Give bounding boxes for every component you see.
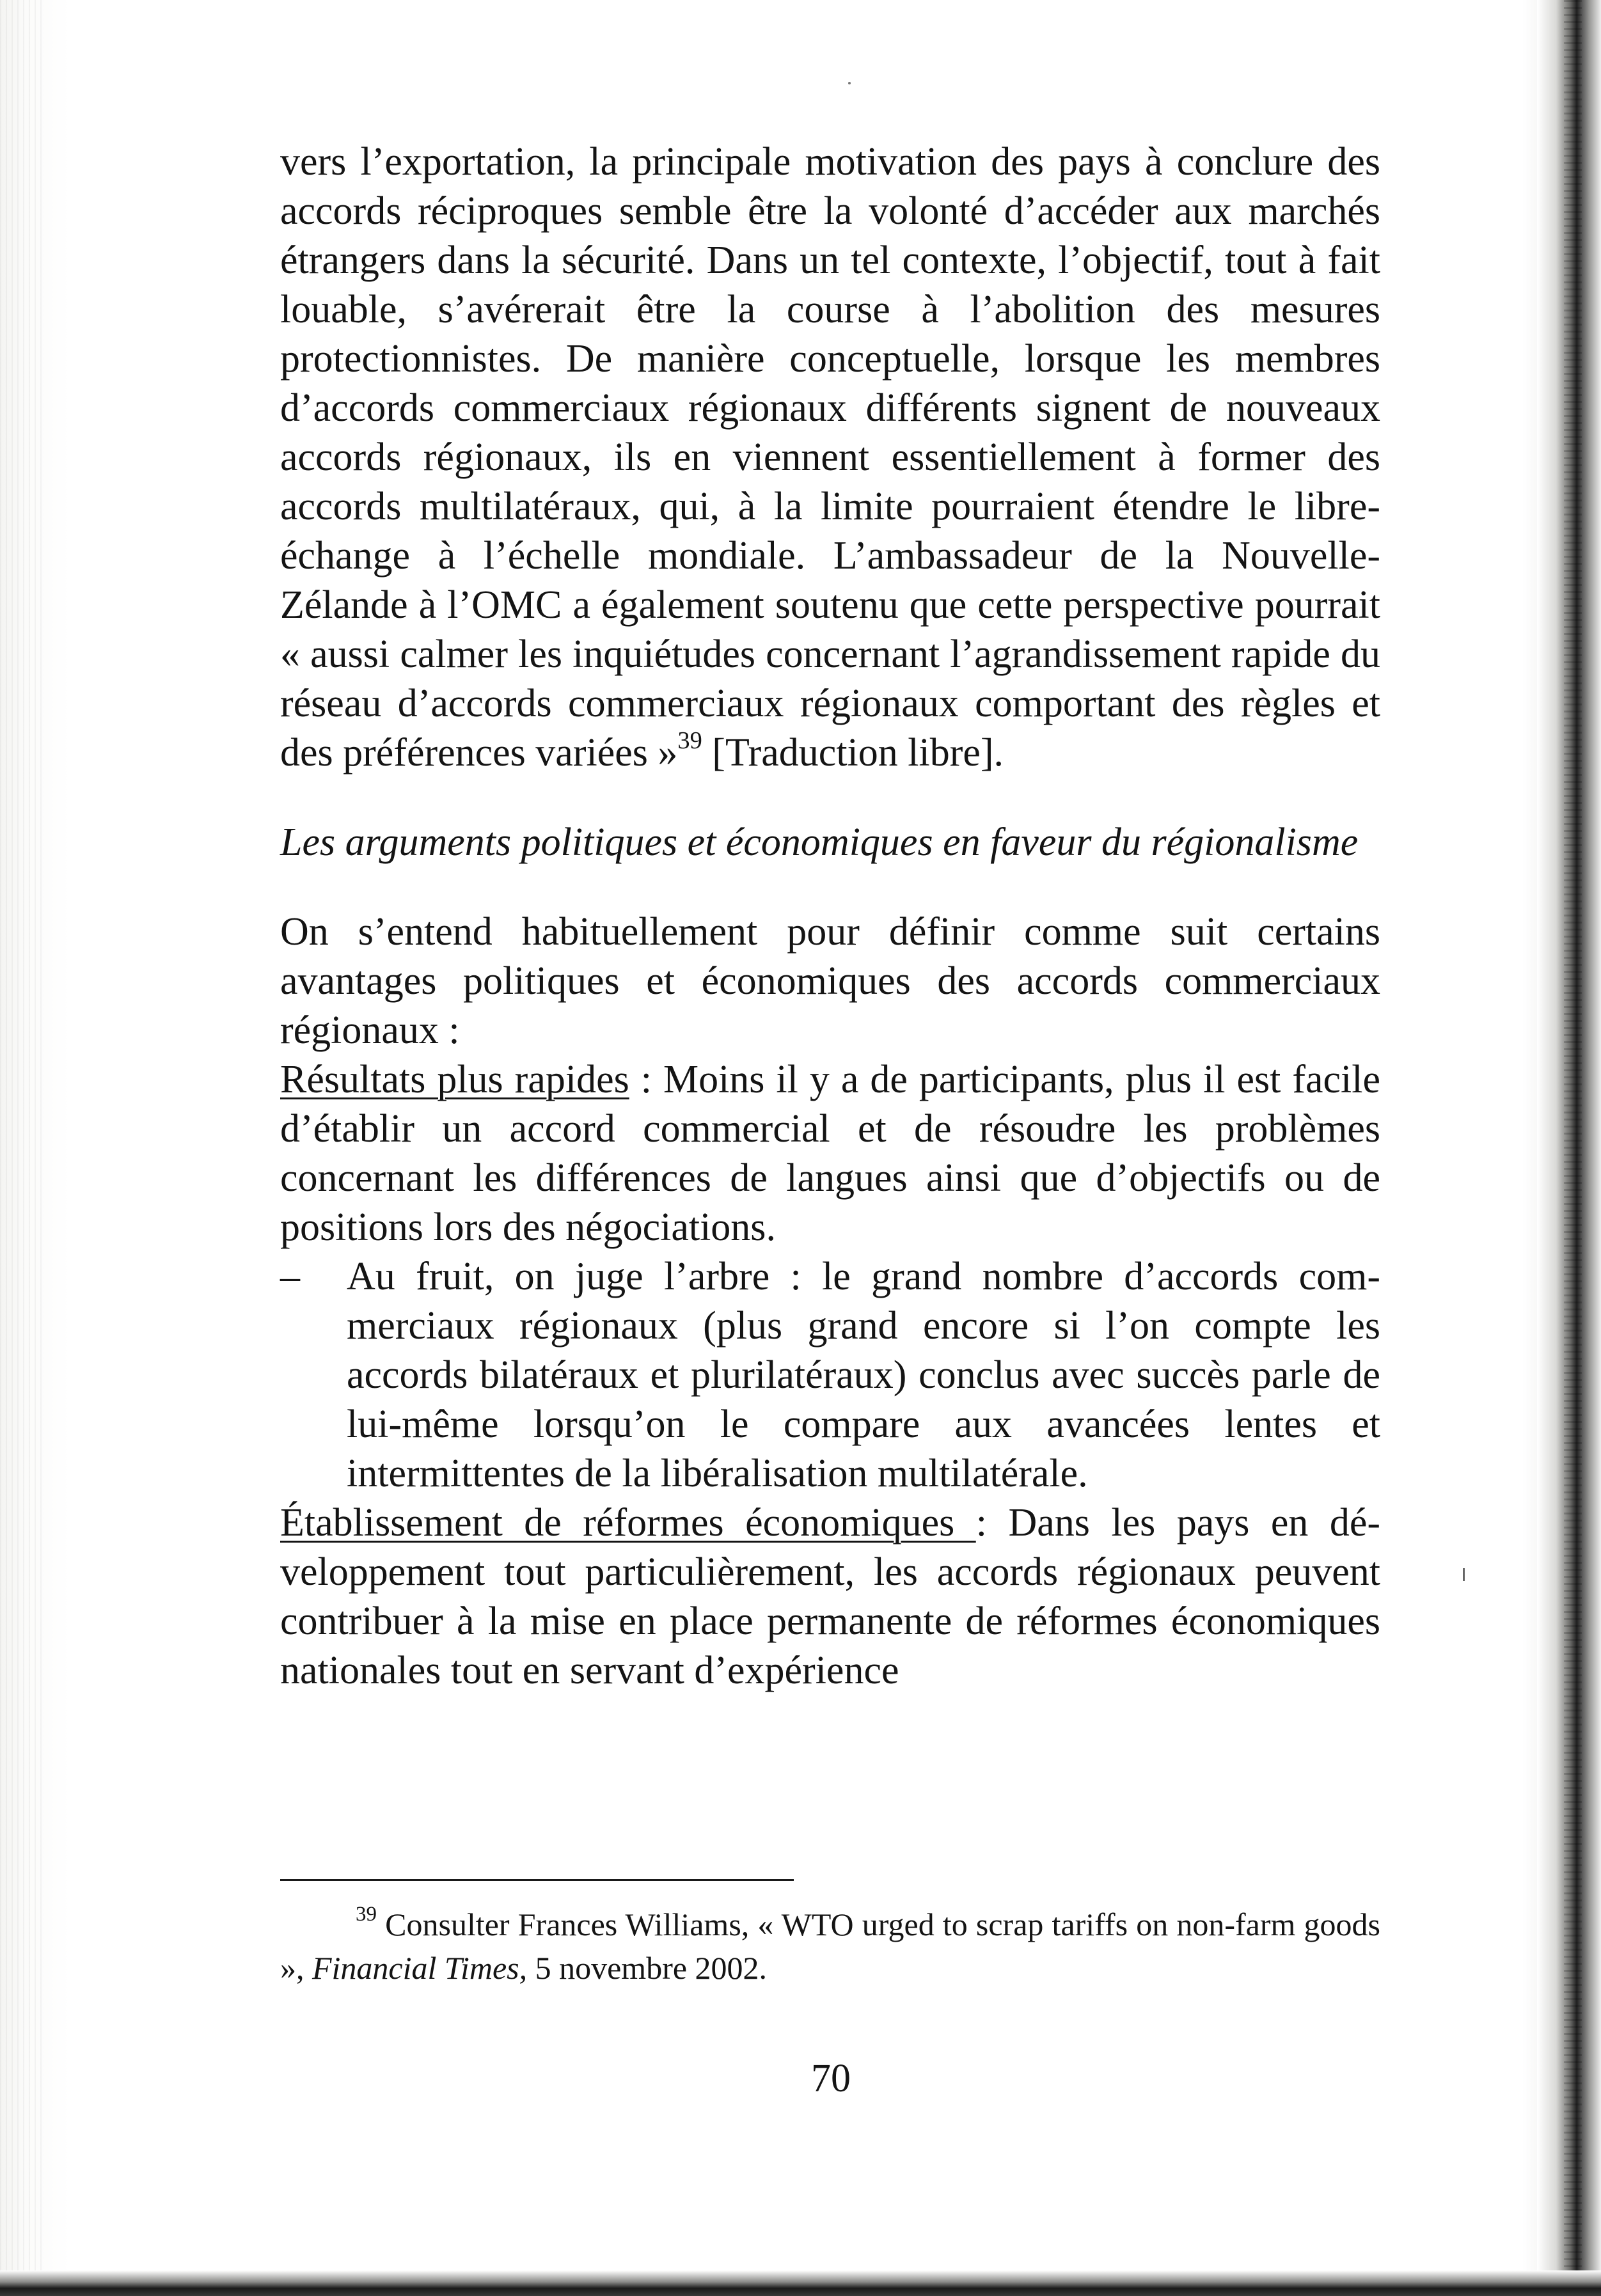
paragraph-1-text: vers l’exportation, la principale motivation des pays à conclure des accords réciproques semble être la volonté d’accéder aux marchés étrangers dans la sécurité. Dans un tel contexte, l’objectif, tout à fait louable, s’avérerait être la course à l’abolition des mesures protectionnistes. De manière conceptuelle, lorsque les membres d’accords commerciaux régionaux différents signent de nouveaux accords régionaux, ils en viennent essentiellement à former des accords multilatéraux, qui, à la limite pourraient étendre le libre-échange à l’échelle mondiale. L’ambassadeur de la Nouvelle-Zélande à l’OMC a également soutenu que cette perspective pourrait « aussi calmer les inquiétudes concernant l’agrandissement rapide du réseau d’accords commerciaux régionaux comportant des règles et des préférences variées » <box>280 140 1380 775</box>
binding-edge <box>0 0 45 2296</box>
body-text <box>280 138 1380 1695</box>
footnote-number: 39 <box>356 1903 377 1926</box>
intro-paragraph: On s’entend habituellement pour définir comme suit certains avantages politiques et économiques des accords commerciaux régionaux : <box>280 910 1380 1052</box>
item-economic-reforms-title: Établissement de réformes économiques <box>280 1501 976 1545</box>
paragraph-1 <box>280 138 1380 778</box>
page-number: 70 <box>811 2057 851 2100</box>
footnote-source: Financial Times, <box>312 1950 528 1986</box>
footnote-date: 5 novembre 2002. <box>527 1950 768 1986</box>
item-economic-reforms <box>280 1498 1380 1695</box>
scan-speck <box>848 82 851 84</box>
item-economic-reforms-text: : Dans les pays en développement tout particulièrement, les accords régionaux peuvent contribuer à la mise en place permanente de réformes économiques nationales tout en servant d’expérience <box>280 1501 1381 1692</box>
footnote-separator <box>280 1879 794 1881</box>
footnote-text: Consulter Frances Williams, « WTO urged to scrap tariffs on non-farm goods », <box>280 1907 1380 1986</box>
scan-mark <box>1463 1568 1465 1581</box>
page-edge-grain <box>1564 0 1582 2296</box>
footnote-reference: 39 <box>677 727 702 754</box>
bullet-dash: – <box>280 1255 300 1298</box>
item-faster-results <box>280 1055 1380 1252</box>
section-heading: Les arguments politiques et économiques en faveur du régionalisme <box>280 821 1359 864</box>
page-edge-bottom <box>0 2270 1601 2296</box>
footnote <box>280 1903 1380 1990</box>
item-faster-results-title: Résultats plus rapides <box>280 1058 629 1101</box>
bullet-item <box>280 1252 1380 1498</box>
item-faster-results-text: : Moins il y a de participants, plus il est facile d’établir un accord commercial et de résoudre les problèmes concernant les différences de langues ainsi que d’objectifs ou de positions lors des négociations. <box>280 1058 1380 1249</box>
bullet-text: Au fruit, on juge l’arbre : le grand nombre d’accords commerciaux régionaux (plus grand encore si l’on compte les accords bilatéraux et plurilatéraux) conclus avec succès parle de lui-même lorsqu’on le compare aux avancées lentes et intermittentes de la libéralisation multilatérale. <box>347 1255 1380 1495</box>
paragraph-1-tail: [Traduction libre]. <box>702 731 1004 775</box>
